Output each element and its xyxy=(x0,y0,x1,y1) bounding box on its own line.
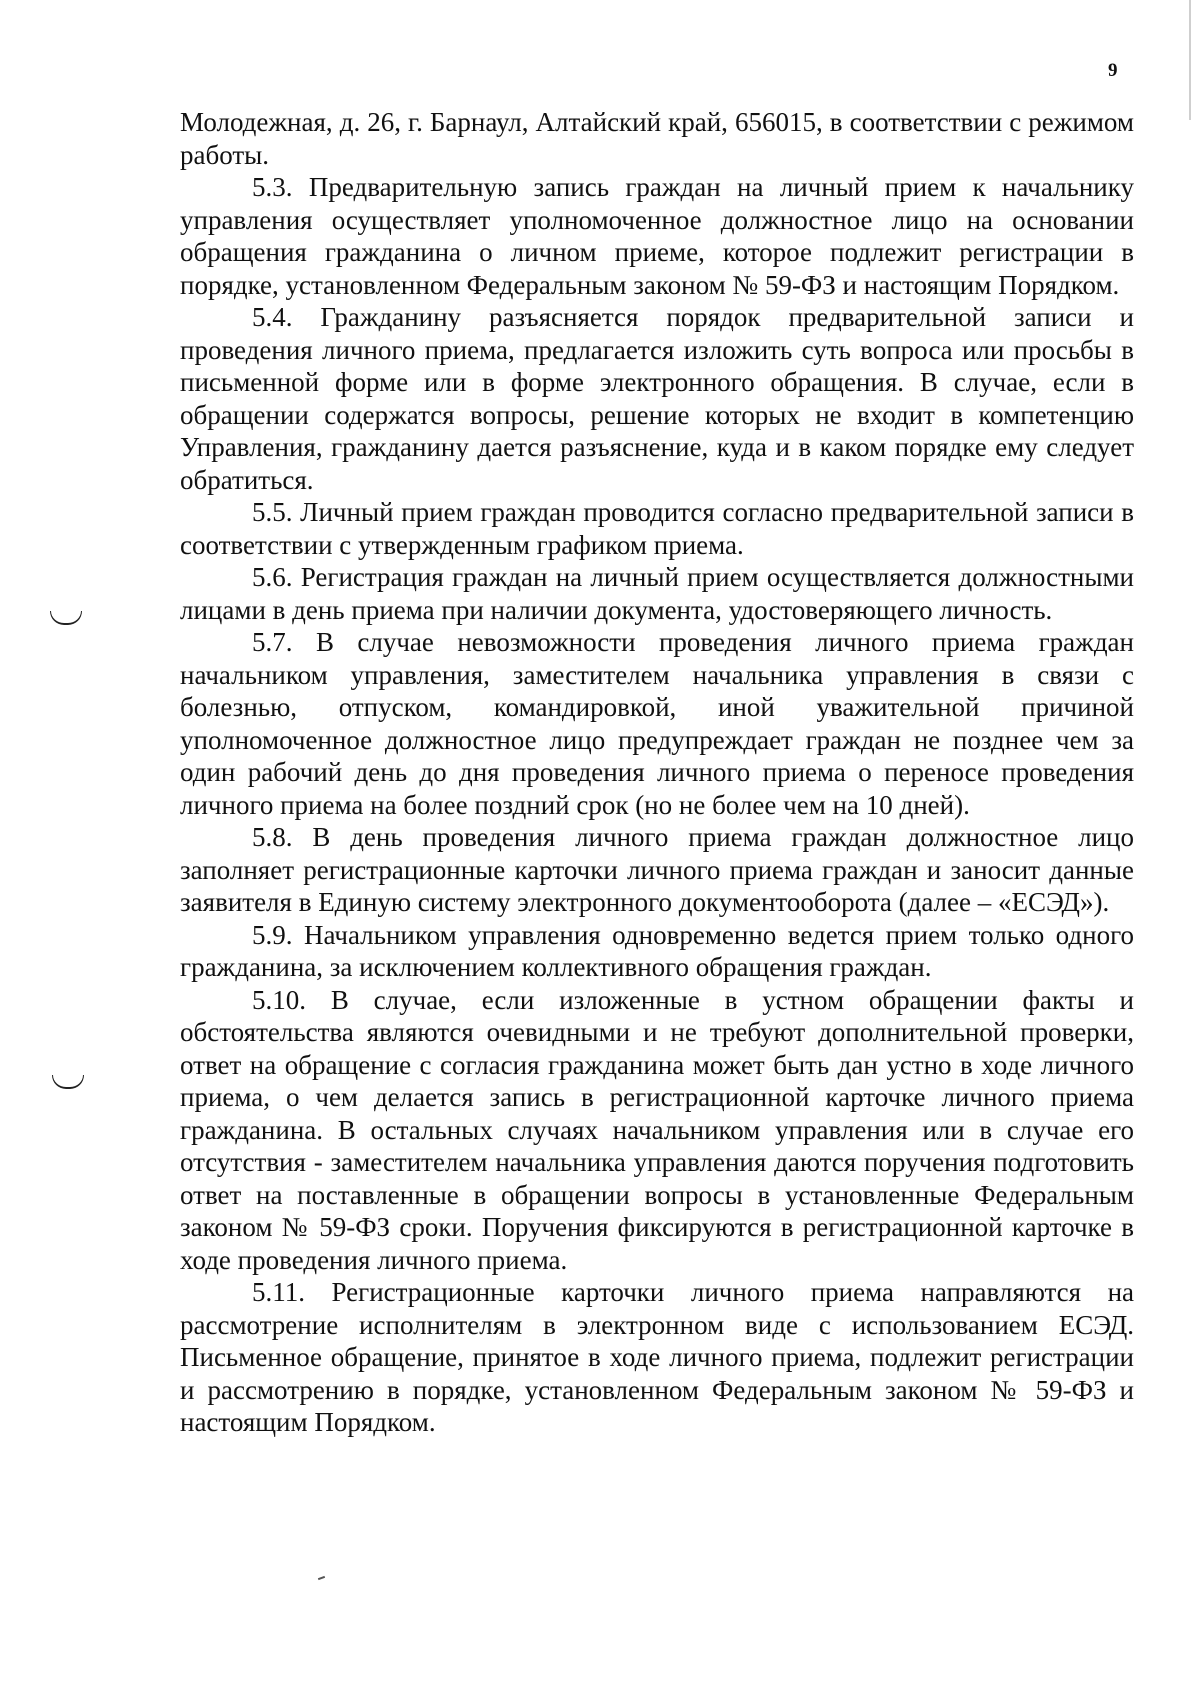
paragraph-5-5: 5.5. Личный прием граждан проводится согласно предварительной записи в соответствии с утвержденным графиком приема. xyxy=(180,497,1134,560)
paragraph-5-11: 5.11. Регистрационные карточки личного приема направляются на рассмотрение исполнителям в электронном виде с использованием ЕСЭД. Письменное обращение, принятое в ходе личного приема, подлежит регистрации и рассмотрению в порядке, установленном Федеральным законом № 59-ФЗ и настоящим Порядком. xyxy=(180,1277,1134,1437)
page-edge-line xyxy=(1189,0,1191,120)
paragraph-5-7: 5.7. В случае невозможности проведения личного приема граждан начальником управления, заместителем начальника управления в связи с болезнью, отпуском, командировкой, иной уважительной причиной уполномоченное должностное лицо предупреждает граждан не позднее чем за один рабочий день до дня проведения личного приема о переносе проведения личного приема на более поздний срок (но не более чем на 10 дней). xyxy=(180,627,1134,820)
paragraph-5-3: 5.3. Предварительную запись граждан на личный прием к начальнику управления осуществляет уполномоченное должностное лицо на основании обращения гражданина о личном приеме, которое подлежит регистрации в порядке, установленном Федеральным законом № 59-ФЗ и настоящим Порядком. xyxy=(180,172,1134,300)
page-number: 9 xyxy=(1108,60,1118,81)
paragraph-5-10: 5.10. В случае, если изложенные в устном обращении факты и обстоятельства являются очевидными и не требуют дополнительной проверки, ответ на обращение с согласия гражданина может быть дан устно в ходе личного приема, о чем делается запись в регистрационной карточке личного приема гражданина. В остальных случаях начальником управления или в случае его отсутствия - заместителем начальника управления даются поручения подготовить ответ на поставленные в обращении вопросы в установленные Федеральным законом № 59-ФЗ сроки. Поручения фиксируются в регистрационной карточке в ходе проведения личного приема. xyxy=(180,984,1134,1275)
scan-speck xyxy=(318,1576,325,1580)
binder-hole-mark xyxy=(52,1075,84,1089)
document-body xyxy=(180,106,1134,1439)
binder-hole-mark xyxy=(50,611,82,625)
paragraph-continuation: Молодежная, д. 26, г. Барнаул, Алтайский край, 656015, в соответствии с режимом работы. xyxy=(180,107,1134,170)
paragraph-5-8: 5.8. В день проведения личного приема граждан должностное лицо заполняет регистрационные карточки личного приема граждан и заносит данные заявителя в Единую систему электронного документооборота (далее – «ЕСЭД»). xyxy=(180,822,1134,917)
paragraph-5-4: 5.4. Гражданину разъясняется порядок предварительной записи и проведения личного приема, предлагается изложить суть вопроса или просьбы в письменной форме или в форме электронного обращения. В случае, если в обращении содержатся вопросы, решение которых не входит в компетенцию Управления, гражданину дается разъяснение, куда и в каком порядке ему следует обратиться. xyxy=(180,302,1134,495)
paragraph-5-9: 5.9. Начальником управления одновременно ведется прием только одного гражданина, за исключением коллективного обращения граждан. xyxy=(180,919,1134,982)
paragraph-5-6: 5.6. Регистрация граждан на личный прием осуществляется должностными лицами в день приема при наличии документа, удостоверяющего личность. xyxy=(180,562,1134,625)
